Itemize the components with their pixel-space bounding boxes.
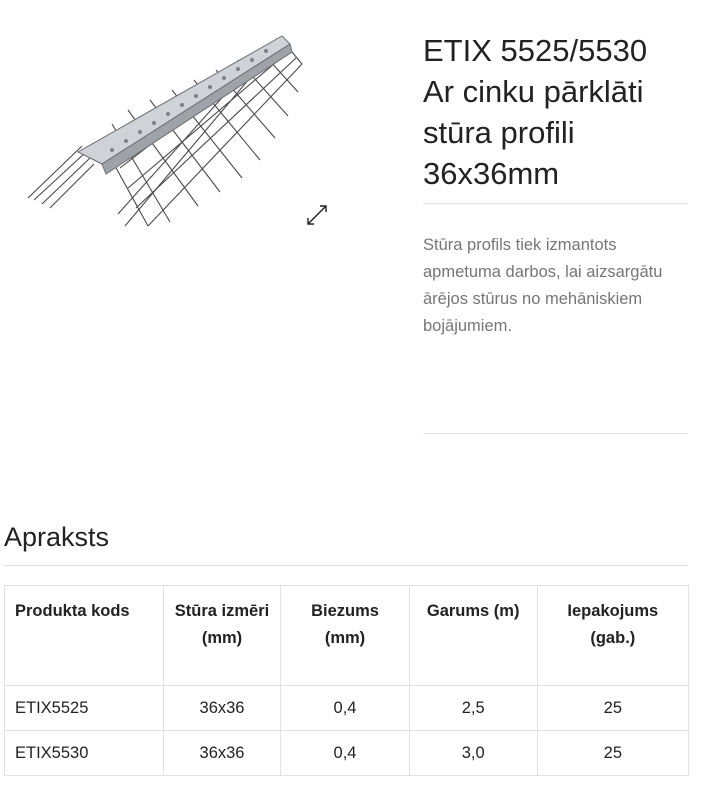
column-header-code: Produkta kods xyxy=(5,586,164,686)
table-row xyxy=(5,686,689,731)
cell-thickness: 0,4 xyxy=(281,686,409,731)
product-title-line: ETIX 5525/5530 xyxy=(423,33,648,68)
product-short-description: Stūra profils tiek izmantots apmetuma darbos, lai aizsargātu ārējos stūrus no mehāniskiem bojājumiem. xyxy=(423,236,663,335)
table-row xyxy=(5,731,689,776)
cell-length: 3,0 xyxy=(409,731,537,776)
divider xyxy=(4,565,688,566)
column-header-package: Iepakojums (gab.) xyxy=(537,586,688,686)
product-title-line: stūra profili xyxy=(423,115,575,150)
column-header-length: Garums (m) xyxy=(409,586,537,686)
product-summary xyxy=(423,30,688,194)
cell-package: 25 xyxy=(537,686,688,731)
product-title-line: Ar cinku pārklāti xyxy=(423,74,644,109)
cell-size: 36x36 xyxy=(163,731,281,776)
specs-table xyxy=(4,585,689,776)
expand-arrows-icon xyxy=(302,200,332,230)
cell-code: ETIX5530 xyxy=(5,731,164,776)
column-header-thickness: Biezums (mm) xyxy=(281,586,409,686)
corner-mesh-profile-image xyxy=(20,28,310,233)
cell-code: ETIX5525 xyxy=(5,686,164,731)
product-gallery xyxy=(0,0,400,250)
cell-size: 36x36 xyxy=(163,686,281,731)
cell-package: 25 xyxy=(537,731,688,776)
description-heading: Apraksts xyxy=(4,522,110,552)
table-header-row xyxy=(5,586,689,686)
cell-length: 2,5 xyxy=(409,686,537,731)
divider xyxy=(423,433,688,434)
column-header-size: Stūra izmēri (mm) xyxy=(163,586,281,686)
cell-thickness: 0,4 xyxy=(281,731,409,776)
zoom-button[interactable] xyxy=(302,200,332,230)
product-title xyxy=(423,30,688,194)
divider xyxy=(423,203,688,204)
product-title-line: 36x36mm xyxy=(423,156,560,191)
